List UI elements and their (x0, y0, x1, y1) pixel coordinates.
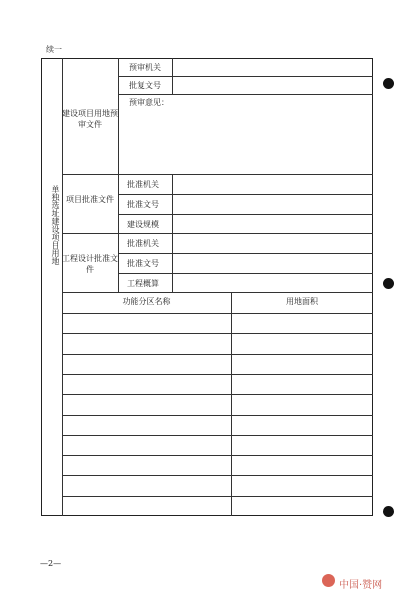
construction-scale-field[interactable] (174, 216, 370, 231)
page-number: —2— (40, 559, 62, 568)
table-row-divider (62, 496, 373, 497)
budget-estimate-label: 工程概算 (127, 279, 159, 288)
table-row-divider (62, 333, 373, 334)
zone-name-cell[interactable] (64, 498, 229, 514)
land-area-cell[interactable] (233, 335, 371, 351)
punch-hole (383, 506, 394, 517)
row-divider (118, 253, 373, 254)
zone-name-cell[interactable] (64, 356, 229, 372)
table-row-divider (62, 475, 373, 476)
section-divider-2 (62, 233, 373, 234)
table-row-divider (62, 455, 373, 456)
zone-name-cell[interactable] (64, 477, 229, 493)
land-pretrial-title: 建设项目用地预审文件 (62, 109, 118, 129)
project-approval-doc-no-label: 批准文号 (127, 200, 159, 209)
table-row-divider (62, 313, 373, 314)
pretrial-office-field[interactable] (174, 60, 370, 74)
design-approval-doc-no-field[interactable] (174, 255, 370, 271)
pretrial-opinion-field[interactable] (121, 110, 370, 170)
land-area-cell[interactable] (233, 376, 371, 392)
punch-hole (383, 278, 394, 289)
label-column-divider-b (172, 174, 173, 292)
continued-label: 续一 (46, 45, 62, 54)
land-area-cell[interactable] (233, 356, 371, 372)
zone-name-cell[interactable] (64, 457, 229, 473)
pretrial-office-label: 预审机关 (129, 63, 161, 72)
row-divider (118, 76, 373, 77)
project-approving-office-field[interactable] (174, 176, 370, 192)
table-row-divider (62, 354, 373, 355)
project-approval-title: 项目批准文件 (66, 195, 114, 204)
pretrial-opinion-label: 预审意见： (129, 98, 169, 107)
land-area-cell[interactable] (233, 315, 371, 331)
project-approving-office-label: 批准机关 (127, 180, 159, 189)
land-area-cell[interactable] (233, 498, 371, 514)
budget-estimate-field[interactable] (174, 275, 370, 290)
zone-name-header: 功能分区名称 (122, 297, 171, 306)
zone-name-cell[interactable] (64, 437, 229, 453)
section-divider-1 (62, 174, 373, 175)
watermark: 中国·赞网 (339, 580, 383, 591)
table-row-divider (62, 415, 373, 416)
reply-doc-no-field[interactable] (174, 78, 370, 92)
design-approval-doc-no-label: 批准文号 (127, 259, 159, 268)
zone-name-cell[interactable] (64, 417, 229, 433)
watermark-seal-icon (322, 574, 335, 587)
zone-table-column-divider (231, 292, 232, 516)
land-area-cell[interactable] (233, 396, 371, 412)
land-area-header: 用地面积 (286, 297, 318, 306)
engineering-design-title: 工程设计批准文件 (62, 254, 118, 274)
zone-name-cell[interactable] (64, 335, 229, 351)
table-row-divider (62, 435, 373, 436)
land-area-cell[interactable] (233, 417, 371, 433)
zone-name-cell[interactable] (64, 315, 229, 331)
row-divider (118, 214, 373, 215)
project-approval-doc-no-field[interactable] (174, 196, 370, 212)
row-divider (118, 194, 373, 195)
table-row-divider (62, 374, 373, 375)
row-divider (118, 94, 373, 95)
section-divider-3 (62, 292, 373, 293)
reply-doc-no-label: 批复文号 (129, 81, 161, 90)
zone-name-cell[interactable] (64, 376, 229, 392)
land-area-cell[interactable] (233, 437, 371, 453)
design-approving-office-field[interactable] (174, 235, 370, 251)
design-approving-office-label: 批准机关 (127, 239, 159, 248)
construction-scale-label: 建设规模 (127, 220, 159, 229)
land-area-cell[interactable] (233, 457, 371, 473)
punch-hole (383, 78, 394, 89)
zone-name-cell[interactable] (64, 396, 229, 412)
table-row-divider (62, 394, 373, 395)
land-area-cell[interactable] (233, 477, 371, 493)
side-label: 单独选址建设项目用地 (51, 185, 60, 265)
row-divider (118, 273, 373, 274)
